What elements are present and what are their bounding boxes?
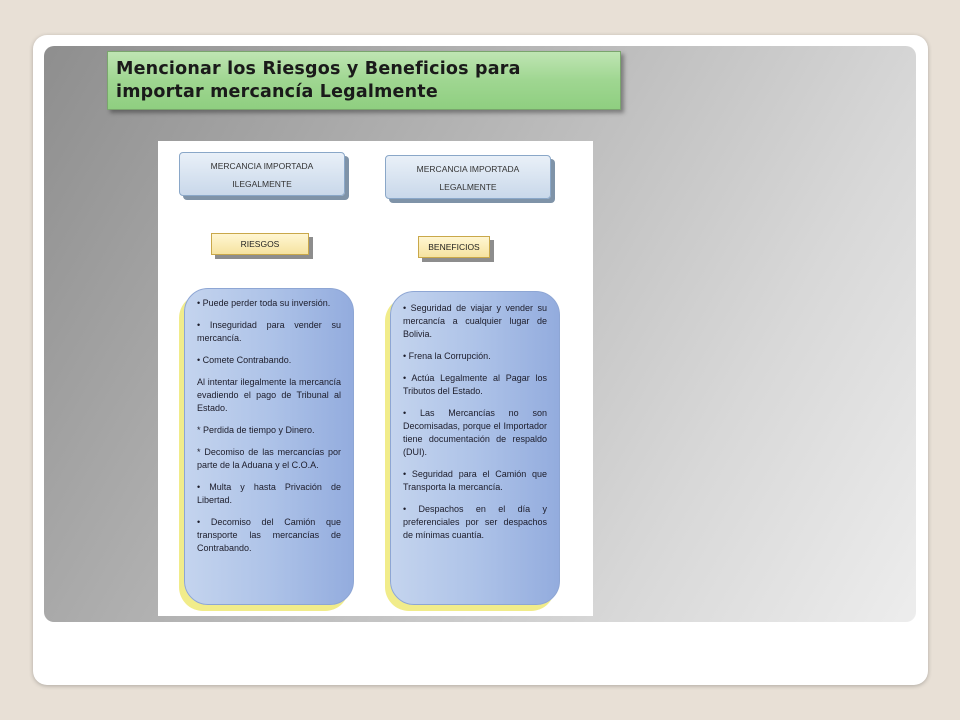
benefit-item: • Las Mercancías no son Decomisadas, porque el Importador tiene documentación de respaldo (DUI). [403,408,547,457]
benefit-item: • Frena la Corrupción. [403,351,491,361]
comparison-diagram [158,141,593,616]
slide-title [107,51,621,110]
benefit-item: • Actúa Legalmente al Pagar los Tributos del Estado. [403,373,547,396]
risk-item: • Comete Contrabando. [197,355,292,365]
risks-label: RIESGOS [211,233,309,255]
risk-item: • Puede perder toda su inversión. [197,298,331,308]
risk-item: • Multa y hasta Privación de Libertad. [197,482,341,505]
legal-import-header [385,155,551,199]
illegal-header-line-2: ILEGALMENTE [232,179,292,189]
risk-item: • Inseguridad para vender su mercancía. [197,320,341,343]
risk-item: * Decomiso de las mercancías por parte de la Aduana y el C.O.A. [197,447,341,470]
slide-title-line-2: importar mercancía Legalmente [116,82,438,102]
benefits-label: BENEFICIOS [418,236,490,258]
slide-title-line-1: Mencionar los Riesgos y Beneficios para [116,59,521,79]
benefits-list [390,291,560,605]
risk-item: * Perdida de tiempo y Dinero. [197,425,315,435]
illegal-header-line-1: MERCANCIA IMPORTADA [210,161,314,171]
benefit-item: • Seguridad para el Camión que Transporta la mercancía. [403,469,547,492]
risk-item: • Decomiso del Camión que transporte las mercancías de Contrabando. [197,517,341,553]
legal-header-line-1: MERCANCIA IMPORTADA [416,164,520,174]
benefit-item: • Seguridad de viajar y vender su mercancía a cualquier lugar de Bolivia. [403,303,547,339]
risk-item: Al intentar ilegalmente la mercancía evadiendo el pago de Tribunal al Estado. [197,377,341,413]
risks-list [184,288,354,605]
legal-header-line-2: LEGALMENTE [439,182,497,192]
illegal-import-header [179,152,345,196]
benefit-item: • Despachos en el día y preferenciales por ser despachos de mínimas cuantía. [403,504,547,540]
